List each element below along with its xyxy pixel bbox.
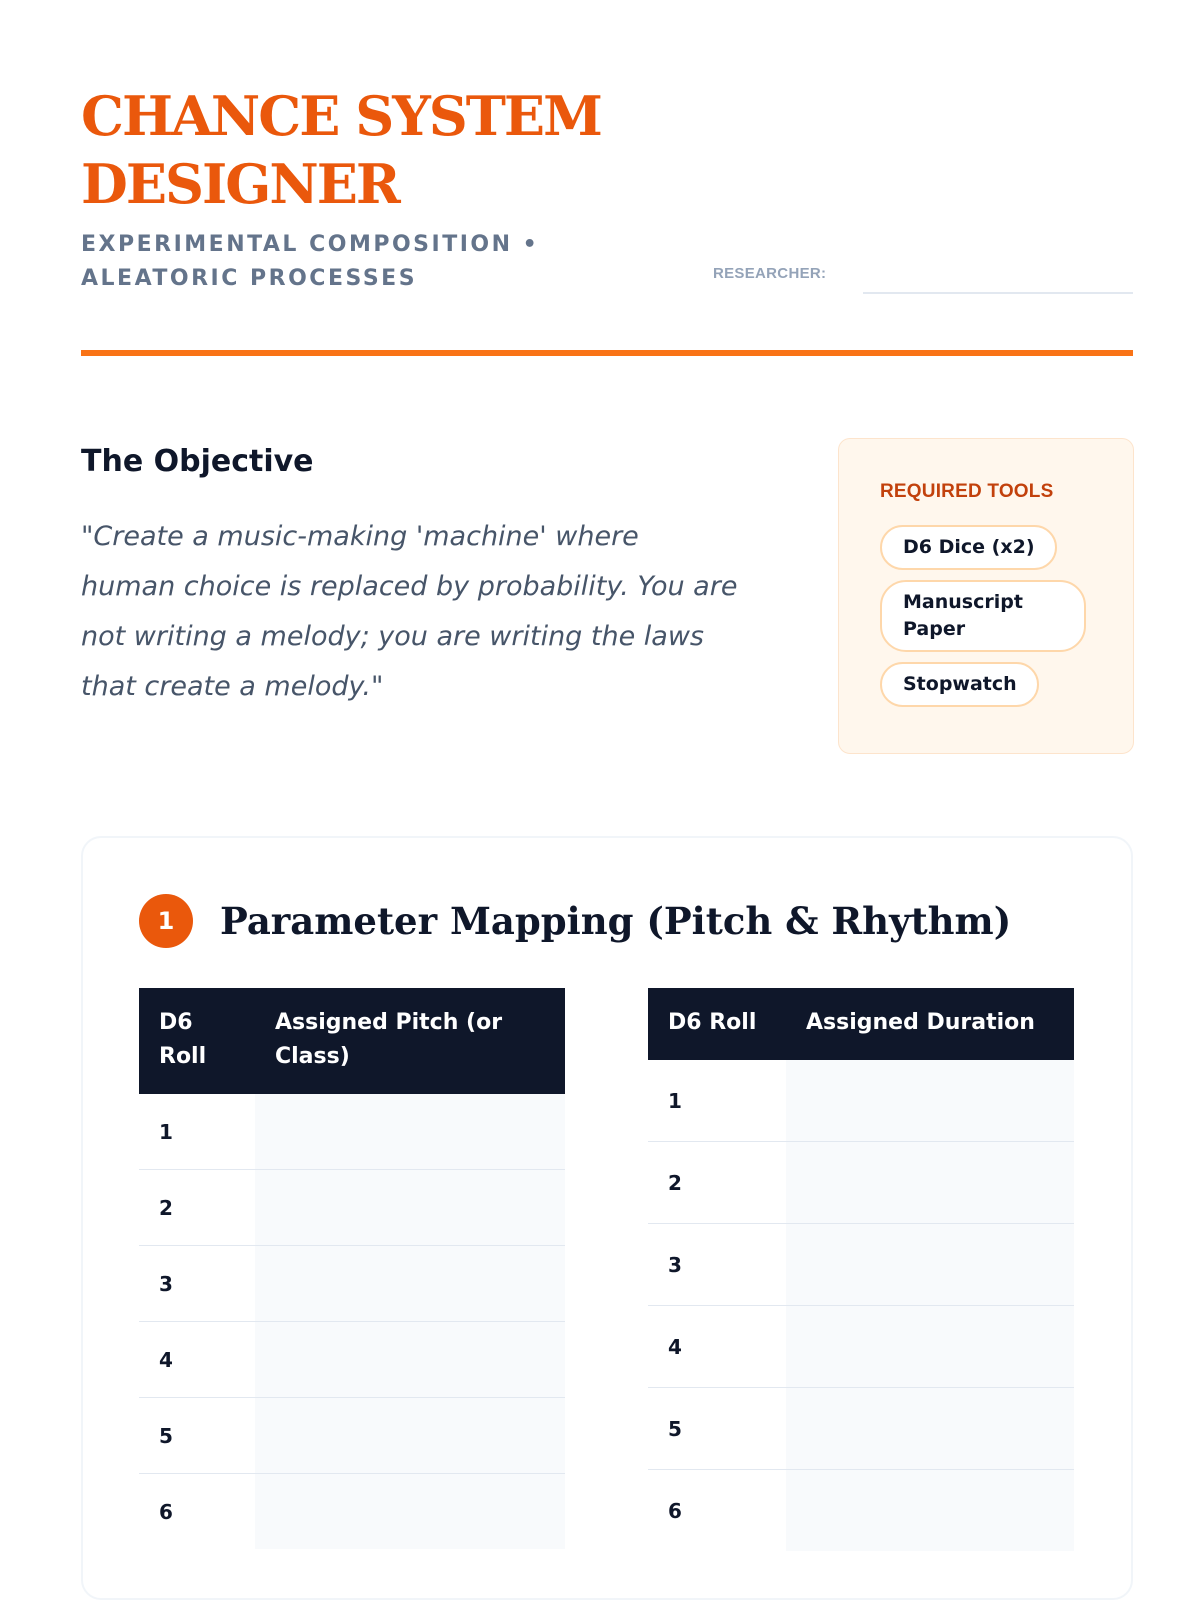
pitch-entry-cell[interactable] xyxy=(255,1474,565,1550)
tool-tag-stopwatch: Stopwatch xyxy=(880,662,1039,707)
duration-entry-cell[interactable] xyxy=(786,1306,1074,1388)
table-row xyxy=(648,1224,1074,1306)
page-subtitle: EXPERIMENTAL COMPOSITION • ALEATORIC PROCESSES xyxy=(81,232,540,291)
duration-entry-cell[interactable] xyxy=(786,1224,1074,1306)
table-row xyxy=(139,1322,565,1398)
step-number-badge: 1 xyxy=(139,894,193,948)
table-row xyxy=(648,1306,1074,1388)
section-title: Parameter Mapping (Pitch & Rhythm) xyxy=(220,899,1012,943)
column-header-duration: Assigned Duration xyxy=(786,988,1074,1060)
objective-quote: "Create a music-making 'machine' where human choice is replaced by probability. You are not writing a melody; you are writing the laws that create a melody." xyxy=(81,521,738,702)
roll-cell: 1 xyxy=(648,1060,786,1142)
parameter-mapping-card xyxy=(81,836,1133,1600)
column-header-roll: D6 Roll xyxy=(648,988,786,1060)
required-tools-panel xyxy=(838,438,1134,754)
roll-cell: 6 xyxy=(159,1499,173,1524)
pitch-entry-cell[interactable] xyxy=(255,1398,565,1474)
page-title: CHANCE SYSTEM DESIGNER xyxy=(81,84,601,216)
pitch-entry-cell[interactable] xyxy=(255,1322,565,1398)
duration-entry-cell[interactable] xyxy=(786,1142,1074,1224)
required-tools-title: REQUIRED TOOLS xyxy=(880,481,1054,502)
duration-entry-cell[interactable] xyxy=(786,1470,1074,1552)
column-header-pitch: Assigned Pitch (or Class) xyxy=(255,988,565,1094)
roll-cell: 6 xyxy=(668,1498,682,1523)
pitch-mapping-table xyxy=(139,988,565,1549)
table-row xyxy=(139,1170,565,1246)
header-divider xyxy=(81,350,1133,356)
pitch-entry-cell[interactable] xyxy=(255,1170,565,1246)
researcher-field[interactable] xyxy=(863,292,1133,294)
duration-mapping-table xyxy=(648,988,1074,1551)
table-row xyxy=(139,1246,565,1322)
roll-cell: 3 xyxy=(139,1246,255,1322)
tool-tag-manuscript-paper: Manuscript Paper xyxy=(880,580,1086,652)
tool-tag-dice: D6 Dice (x2) xyxy=(880,525,1057,570)
table-header-row xyxy=(648,988,1074,1060)
roll-cell: 3 xyxy=(648,1224,786,1306)
column-header-roll: D6 Roll xyxy=(139,988,255,1094)
researcher-label: RESEARCHER: xyxy=(713,265,827,282)
duration-entry-cell[interactable] xyxy=(786,1060,1074,1142)
pitch-entry-cell[interactable] xyxy=(255,1094,565,1170)
duration-entry-cell[interactable] xyxy=(786,1388,1074,1470)
table-row xyxy=(139,1398,565,1474)
roll-cell: 5 xyxy=(139,1398,255,1474)
roll-cell: 2 xyxy=(139,1170,255,1246)
table-row xyxy=(648,1388,1074,1470)
table-row xyxy=(139,1094,565,1170)
table-header-row xyxy=(139,988,565,1094)
table-row xyxy=(648,1470,1074,1552)
roll-cell: 4 xyxy=(648,1306,786,1388)
roll-cell: 2 xyxy=(648,1142,786,1224)
table-row xyxy=(648,1060,1074,1142)
roll-cell: 4 xyxy=(139,1322,255,1398)
table-row xyxy=(139,1474,565,1550)
table-row xyxy=(648,1142,1074,1224)
roll-cell: 5 xyxy=(648,1388,786,1470)
roll-cell: 1 xyxy=(139,1094,255,1170)
pitch-entry-cell[interactable] xyxy=(255,1246,565,1322)
objective-heading: The Objective xyxy=(81,444,314,479)
